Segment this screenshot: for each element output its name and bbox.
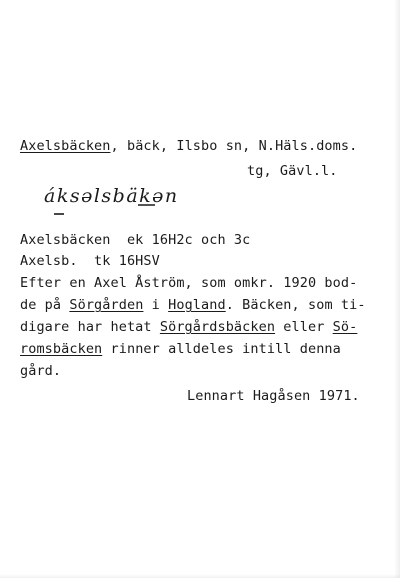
note-line-4: [20, 341, 341, 357]
note-line-1: Efter en Axel Åström, som omkr. 1920 bod-: [20, 275, 358, 291]
header-description: , bäck, Ilsbo sn, N.Häls.doms.: [110, 138, 358, 154]
note-line-3: [20, 319, 357, 335]
underlined-place-hogland: Hogland: [168, 297, 226, 313]
note-text: . Bäcken, som ti-: [225, 297, 366, 313]
card-bottom-shadow: [0, 574, 400, 578]
phonetic-transcription: [42, 178, 192, 218]
signature: Lennart Hagåsen 1971.: [187, 388, 360, 404]
header-line-2: tg, Gävl.l.: [247, 163, 338, 179]
underlined-place-sorgarden: Sörgården: [69, 297, 144, 313]
note-line-2: [20, 297, 366, 313]
underlined-place-sorgardsbacken: Sörgårdsbäcken: [159, 319, 276, 335]
underlined-place-soromsbacken-start: Sö-: [332, 319, 358, 335]
note-text: i: [143, 297, 169, 313]
note-text: rinner alldeles intill denna: [102, 341, 341, 357]
note-line-5: gård.: [20, 363, 62, 379]
card-edge-shadow: [394, 0, 400, 578]
note-text: eller: [275, 319, 333, 335]
underlined-place-soromsbacken-end: romsbäcken: [20, 341, 103, 357]
note-text: de på: [20, 297, 70, 313]
phonetic-text: áksəlsbäkən: [44, 185, 179, 207]
headword: Axelsbäcken: [20, 138, 111, 154]
map-reference-1: Axelsbäcken ek 16H2c och 3c: [20, 232, 251, 248]
map-reference-2: Axelsb. tk 16HSV: [20, 253, 160, 269]
header-line-1: [20, 138, 357, 154]
note-text: digare har hetat: [20, 319, 160, 335]
